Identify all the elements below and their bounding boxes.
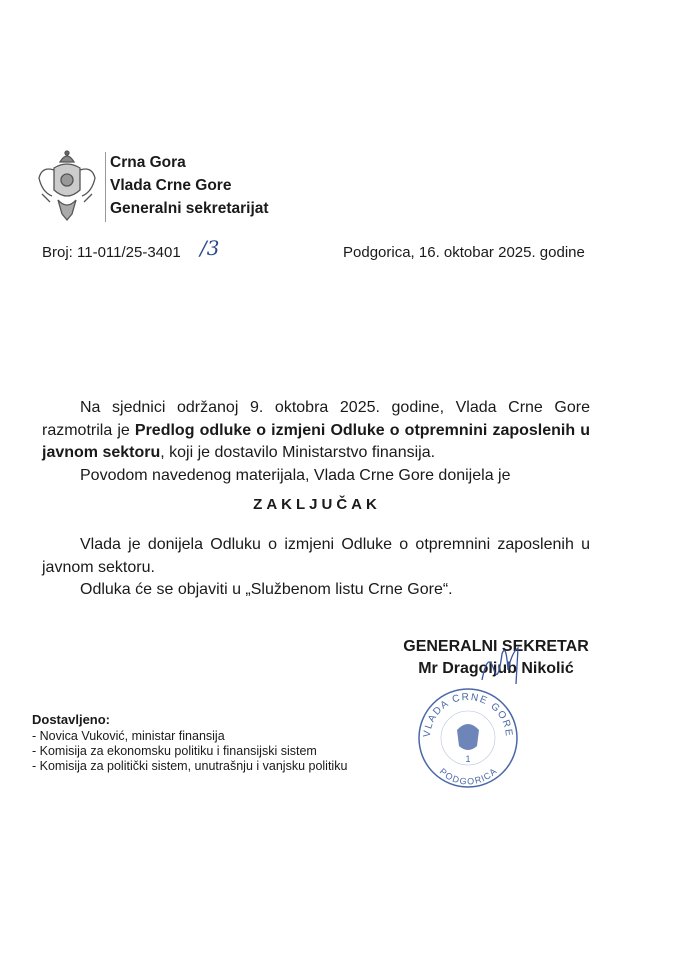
header-country: Crna Gora <box>110 154 186 171</box>
delivered-item: - Novica Vuković, ministar finansija <box>32 729 225 743</box>
header-department: Generalni sekretarijat <box>110 200 269 217</box>
header-divider <box>105 152 106 222</box>
conclusion-p2: Odluka će se objaviti u „Službenom listu Crne Gore“. <box>80 581 453 598</box>
header-government: Vlada Crne Gore <box>110 177 232 194</box>
signatory-name: Mr Dragoljub Nikolić <box>418 660 574 677</box>
stamp-text: VLADA CRNE GORE <box>421 691 515 738</box>
official-stamp-icon <box>416 686 520 790</box>
delivered-item: - Komisija za ekonomsku politiku i finansijski sistem <box>32 744 317 758</box>
conclusion-p1: Vlada je donijela Odluku o izmjeni Odluke o otpremnini zaposlenih u javnom sektoru. <box>42 536 590 576</box>
intro-text: Na sjednici održanoj 9. oktobra 2025. godine, Vlada Crne Gore razmotrila je <box>42 399 590 439</box>
conclusion-title: ZAKLJUČAK <box>253 496 381 513</box>
stamp-city: PODGORICA <box>437 766 499 787</box>
signatory-title: GENERALNI SEKRETAR <box>403 638 589 655</box>
handwritten-signature-icon <box>478 640 528 690</box>
coat-of-arms-icon <box>36 148 98 224</box>
intro-bold-title: Predlog odluke o izmjeni Odluke o otpremnini zaposlenih u javnom sektoru <box>42 421 591 461</box>
svg-text:PODGORICA <box>438 766 499 786</box>
intro-paragraph <box>42 397 590 465</box>
stamp-number: 1 <box>465 754 471 764</box>
intro-text-end: , koji je dostavilo Ministarstvo finansija. <box>160 444 436 461</box>
reference-number: Broj: 11-011/25-3401 <box>42 244 181 261</box>
delivered-heading: Dostavljeno: <box>32 712 111 727</box>
intro-line2: Povodom navedenog materijala, Vlada Crne Gore donijela je <box>80 467 511 484</box>
handwritten-suffix: /3 <box>200 236 220 260</box>
place-date: Podgorica, 16. oktobar 2025. godine <box>343 244 585 261</box>
delivered-item: - Komisija za politički sistem, unutrašnju i vanjsku politiku <box>32 759 348 773</box>
